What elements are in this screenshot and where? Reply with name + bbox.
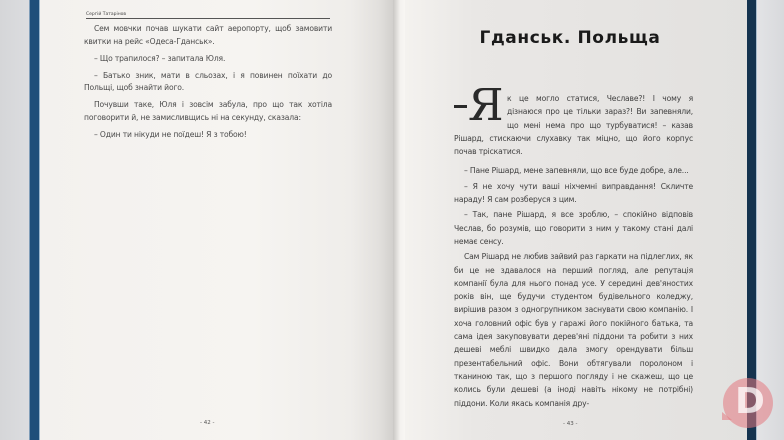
drop-cap	[454, 80, 504, 131]
paragraph: – Батько зник, мати в сльозах, і я повинен поїхати до Польщі, щоб знайти його.	[84, 70, 332, 93]
paragraph: – Я не хочу чути ваші ніхчемні виправдання! Скличте нараду! Я сам розберуся з цим.	[454, 181, 693, 205]
paragraph: Сем мовчки почав шукати сайт аеропорту, щоб замовити квитки на рейс «Одеса-Гданськ».	[84, 24, 332, 46]
background-left	[0, 0, 30, 440]
paragraph: – Пане Рішард, мене запевняли, що все буде добре, але...	[464, 166, 689, 176]
drop-cap-letter: Я	[468, 80, 504, 131]
book-cover-edge-right	[747, 0, 756, 440]
chapter-title: Гданськ. Польща	[479, 28, 661, 48]
book-cover-edge-left	[30, 0, 39, 440]
page-number-left: - 42 -	[200, 420, 215, 426]
watermark-letter: D	[735, 381, 765, 422]
opening-paragraph-text: к це могло статися, Чеславе?! І чому я дізнаюся про це тільки зараз?! Ви запевняли, що мені нема про що турбуватися! – казав Рішард, стискаючи слухавку так міцно, що його корпус почав тріскатися.	[454, 94, 693, 157]
paragraph: Почувши таке, Юля і зовсім забула, про що так хотіла поговорити й, не замисливщись ні на секунду, сказала:	[84, 100, 332, 123]
paragraph: – Що трапилося? – запитала Юля.	[94, 53, 226, 63]
speech-bubble-tail-icon	[722, 412, 732, 420]
opening-paragraph	[454, 80, 693, 158]
page-number-right: - 43 -	[563, 421, 578, 427]
running-head-author: Сергій Татарінов	[86, 12, 330, 19]
book-gutter	[393, 0, 405, 440]
paragraph: – Один ти нікуди не поїдеш! Я з тобою!	[94, 130, 247, 140]
paragraph: Сам Рішард не любив зайвий раз гаркати на підлеглих, як би це не здавалося на перший погляд, але репутація компанії була для нього понад усе. У середині дев'яностих років він, ще будучи студентом будівельного коледжу, вирішив разом з одногрупником заснувати свою компанію. І хоча головний офіс був у гаражі його покійного батька, та сама ідея закуповувати дерев'яні піддони та робити з них дешеві меблі швидко дала змогу орендувати більш презентабельний офіс. Вони обтягували поролоном і тканиною так, що з першого погляду і не скажеш, що це колись були дешеві (а іноді навіть нікому не потрібні) піддони. Коли якась компанія дру-	[454, 252, 693, 408]
drop-cap-dash	[454, 105, 467, 108]
left-page-text	[84, 23, 332, 146]
background-right	[756, 0, 784, 440]
right-page-text	[454, 80, 693, 412]
paragraph: – Так, пане Рішард, я все зроблю, – спокійно відповів Чеслав, бо розумів, що говорити з ним у такому стані далі немає сенсу.	[454, 210, 693, 246]
